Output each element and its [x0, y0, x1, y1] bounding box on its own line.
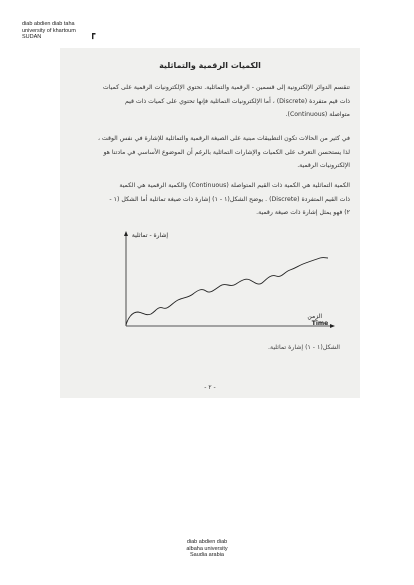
header-university: university of khartoum: [22, 27, 76, 34]
paragraph-3-line: ٢) فهو يمثل إشارة ذات صيغة رقمية.: [256, 209, 350, 216]
paragraph-3-line: ذات القيم المتفردة (Discrete) . يوضح الشكل(١ - ١) إشارة ذات صيغة تماثلية أما الشكل (١ -: [109, 195, 350, 203]
x-axis-label-en: Time: [311, 320, 329, 327]
paragraph-2: [97, 132, 350, 173]
footer-author: diab abdien diab: [186, 539, 228, 545]
paragraph-2-line: الإلكترونيات الرقمية.: [297, 162, 350, 169]
analog-signal-figure: [108, 228, 338, 338]
analog-signal-curve: [126, 258, 328, 325]
paragraph-1-line: متواصلة (Continuous).: [285, 111, 350, 118]
page-title: الكميات الرقمية والتماثلية: [159, 61, 261, 70]
figure-caption: الشكل(١ - ١) إشارة تماثلية.: [268, 344, 340, 351]
footer-note: [0, 539, 414, 559]
x-axis-arrow: [330, 324, 335, 328]
paragraph-2-line: في كثير من الحالات تكون التطبيقات مبنية على الصيغة الرقمية والتماثلية للإشارة في نفس الوقت ،: [97, 135, 350, 142]
page-number: - ٢ -: [204, 384, 216, 391]
y-axis-label: إشارة - تماثلية: [131, 232, 169, 239]
analog-signal-diagram: [108, 228, 338, 338]
paragraph-3-line: الكمية التماثلية هي الكمية ذات القيم المتواصلة (Continuous) والكمية الرقمية هي الكمية: [119, 182, 350, 189]
x-axis-label-ar: الزمن: [307, 313, 322, 320]
footer-country: Saudia arabia: [190, 552, 224, 559]
paragraph-1: [102, 81, 350, 122]
corner-mark: ┏: [90, 30, 96, 40]
header-country: SUDAN: [22, 34, 42, 41]
paragraph-1-line: تنقسم الدوائر الإلكترونية إلى قسمين - الرقمية والتماثلية. تحتوي الإلكترونيات الرقمية على كميات: [102, 84, 350, 91]
y-axis-arrow: [124, 231, 128, 236]
paragraph-3: [110, 179, 350, 220]
header-author: diab abdien diab taha: [22, 21, 75, 27]
paragraph-2-line: لذا يستحسن التعرف على الكميات والإشارات التماثلية بالرغم أن الموضوع الأساسي في مادتنا هو: [103, 148, 350, 156]
header-note: [22, 21, 76, 41]
paragraph-1-line: ذات قيم متفردة (Discrete) ، أما الإلكترونيات التماثلية فإنها تحتوي على كميات ذات قيم: [124, 97, 350, 105]
footer-university: albaha university: [186, 545, 228, 552]
